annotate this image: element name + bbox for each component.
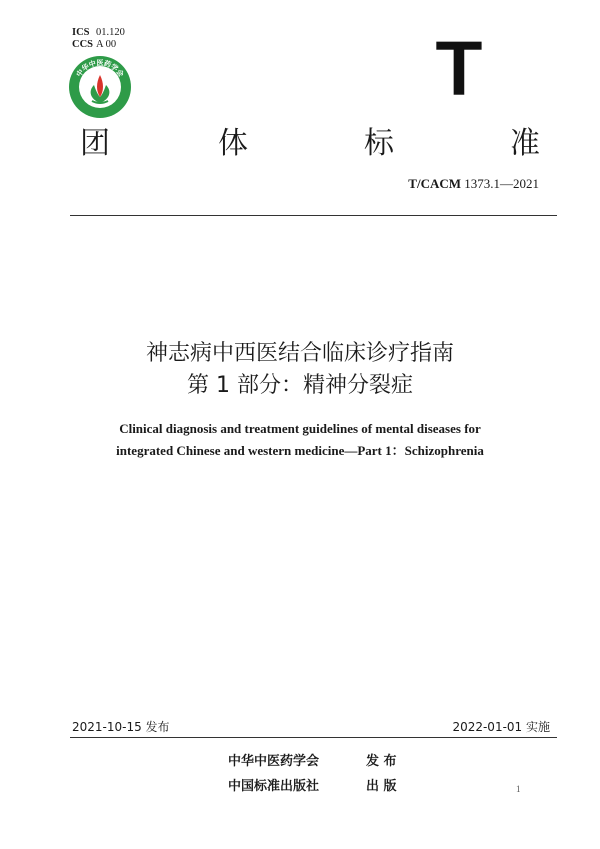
document-type-title <box>80 118 540 161</box>
title-char-4: 准 <box>510 126 540 161</box>
standard-code: 1373.1—2021 <box>464 176 539 191</box>
page-number: 1 <box>516 784 521 794</box>
ccs-label: CCS <box>72 39 94 50</box>
big-letter: T <box>435 33 483 99</box>
standard-prefix: T/CACM <box>408 176 461 191</box>
ccs-value: A 00 <box>96 39 117 50</box>
logo-text: 中华中医药学会 <box>75 59 125 79</box>
publisher-2-org: 中国标准出版社 <box>228 779 320 794</box>
en-title-line-2: integrated Chinese and western medicine—Part 1：Schizophrenia <box>116 443 484 458</box>
classification-codes <box>72 27 125 51</box>
standard-number <box>408 176 539 192</box>
cacm-logo <box>68 55 132 119</box>
cn-title-line-2: 第 1 部分：精神分裂症 <box>187 373 413 398</box>
publisher-1-action: 发 布 <box>366 754 397 769</box>
title-char-3: 标 <box>364 126 394 161</box>
title-char-2: 体 <box>218 126 248 161</box>
implementation-date: 2022-01-01 实施 <box>452 720 550 734</box>
cn-title-line-1: 神志病中西医结合临床诊疗指南 <box>145 341 454 366</box>
publisher-2-action: 出 版 <box>366 779 397 794</box>
standard-letter-t <box>432 33 486 99</box>
release-date: 2021-10-15 发布 <box>72 720 170 734</box>
footer-divider <box>70 737 557 738</box>
header-divider <box>70 215 557 216</box>
title-char-1: 团 <box>80 126 110 161</box>
en-title-line-1: Clinical diagnosis and treatment guidelines of mental diseases for <box>119 421 481 436</box>
publisher-1-org: 中华中医药学会 <box>228 754 320 769</box>
ics-label: ICS <box>72 27 90 38</box>
ics-value: 01.120 <box>96 27 125 38</box>
